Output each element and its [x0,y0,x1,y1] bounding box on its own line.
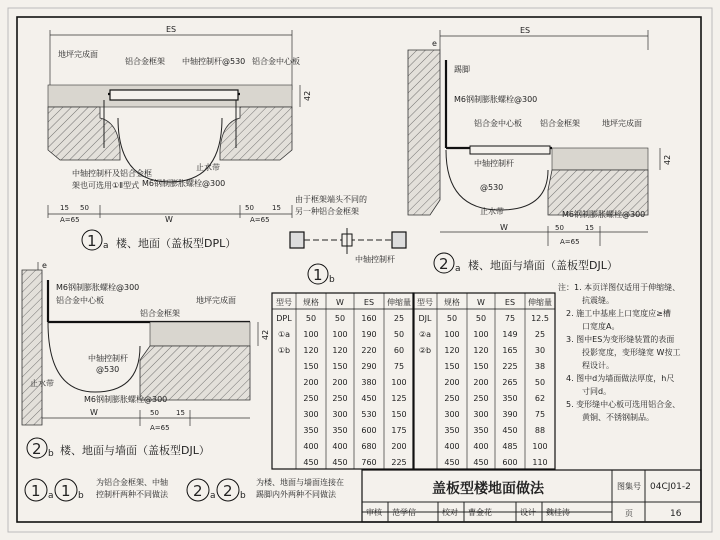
fig2a-waterstop: 止水带 [480,207,504,216]
table-cell: 400 [473,442,489,451]
fig2a-a65: A=65 [560,238,580,246]
table-header-cell: 伸缩量 [528,298,552,307]
table-cell: 150 [473,362,489,371]
table-cell: 400 [303,442,319,451]
table-cell: ①a [277,330,291,339]
table-cell: 150 [332,362,348,371]
fig1a-caption: 楼、地面（盖板型DPL） [116,237,237,250]
note-line: 寸同d。 [582,387,612,396]
table-cell: ②b [418,346,432,355]
table-cell: 450 [502,426,518,435]
fig2a-15: 15 [585,224,594,232]
table-cell: 125 [391,394,407,403]
table-cell: 225 [391,458,407,467]
table-cell: 350 [473,426,489,435]
table-cell: 150 [303,362,319,371]
table-cell: 120 [444,346,460,355]
reviewer-name: 范学信 [392,508,416,517]
table-cell: 150 [391,410,407,419]
fig2b-alloy-frame: 铝合金框架 [140,309,180,318]
center-plate-label: 铝合金中心板 [252,57,300,66]
designer-name: 魏桂涛 [546,508,570,517]
fig2b-waterstop: 止水带 [30,379,54,388]
table-cell: DPL [276,314,292,323]
table-cell: 75 [534,410,546,419]
table-cell: 149 [502,330,518,339]
table-cell: 62 [534,394,546,403]
table-cell: 350 [502,394,518,403]
atlas-number: 04CJ01-2 [650,482,691,492]
fig2a-rod: 中轴控制杆 [474,159,514,168]
table-cell: 100 [532,442,548,451]
dim-a65-right: A=65 [250,216,270,224]
table-cell: 200 [303,378,319,387]
fig1b-rod-label: 中轴控制杆 [355,255,395,264]
table-cell: 38 [534,362,546,371]
table-header-cell: 规格 [303,298,319,307]
table-cell: 250 [473,394,489,403]
note-line: 5. 变形缝中心板可选用铝合金、 [566,400,681,409]
table-header-cell: ES [504,298,516,307]
table-cell: 50 [475,314,487,323]
fig2a-50: 50 [555,224,564,232]
fig2a-alloy-frame: 铝合金框架 [540,119,580,128]
table-cell: 120 [303,346,319,355]
table-cell: 250 [303,394,319,403]
table-cell: 200 [473,378,489,387]
fig2a-bolt-bottom: M6钢制膨胀螺栓@300 [562,210,646,219]
fig2b-w: W [90,408,98,417]
table-cell: 250 [332,394,348,403]
note-line: 黄铜、不锈钢制品。 [582,413,654,422]
checker-name: 曹金花 [468,508,492,517]
table-cell: 450 [303,458,319,467]
note-line: 4. 图中d为墙面做法厚度，h尺 [566,374,675,383]
fig2b-caption: 楼、地面与墙面（盖板型DJL） [60,444,210,457]
table-cell: 400 [332,442,348,451]
fig2b-rod: 中轴控制杆 [88,354,128,363]
fig2a-w: W [500,223,508,232]
rod-note-line1: 中轴控制杆及铝合金框 [72,169,152,178]
dim-50-right: 50 [245,204,254,212]
table-cell: 60 [393,346,405,355]
fig2b-bolt-bottom: M6钢制膨胀螺栓@300 [84,395,168,404]
fig1b-note-line1: 由于框架端头不同的 [295,195,367,204]
fig2b-15: 15 [176,409,185,417]
legend-s4: b [240,491,246,501]
table-cell: ①b [277,346,291,355]
table-cell: 25 [534,330,546,339]
fig2a-es: ES [520,26,531,35]
note-line: 2. 施工中基座上口宽度应≥槽 [566,309,671,318]
fig2a-kickplate: 踢脚 [454,65,470,74]
table-cell: 75 [393,362,405,371]
table-cell: 50 [305,314,317,323]
legend-c1: 1 [31,482,41,500]
table-cell: 120 [332,346,348,355]
fig1b-marker-number: 1 [313,266,323,284]
table-cell: 100 [444,330,460,339]
legend-left-1: 为铝合金框架、中轴 [96,478,168,487]
table-header-cell: 规格 [444,298,460,307]
bolt-label: M6钢制膨胀螺栓@300 [142,179,226,188]
dim-w: W [165,215,173,224]
table-cell: 50 [334,314,346,323]
table-cell: 25 [393,314,405,323]
atlas-label: 图集号 [617,482,641,491]
fig2a-floor-layer [552,148,648,170]
table-cell: 300 [303,410,319,419]
page-label: 页 [625,509,633,518]
fig2b-wall [22,270,42,425]
fig2b-42: 42 [261,329,270,340]
dim-15-left: 15 [60,204,69,212]
table-cell: 50 [393,330,405,339]
table-header-cell: 型号 [276,298,292,307]
fig2b-center-plate: 铝合金中心板 [56,296,104,305]
es-dim-label: ES [166,25,177,34]
table-cell: 50 [534,378,546,387]
legend-left-2: 控制杆两种不同做法 [96,490,168,499]
legend-c4: 2 [223,482,233,500]
dim-a65-left: A=65 [60,216,80,224]
alloy-frame-label: 铝合金框架 [125,57,165,66]
fig2a-bolt-top: M6钢制膨胀螺栓@300 [454,95,538,104]
table-cell: 190 [361,330,377,339]
table-cell: 400 [444,442,460,451]
fig1b-note-line2: 另一种铝合金框架 [295,207,359,216]
table-cell: 760 [361,458,377,467]
fig2a-floor-finish: 地坪完成面 [602,119,642,128]
table-cell: 100 [391,378,407,387]
table-cell: 100 [303,330,319,339]
floor-finish-label: 地坪完成面 [58,50,98,59]
legend-right-2: 踢脚内外两种不同做法 [256,490,336,499]
fig2b-bolt-top: M6钢制膨胀螺栓@300 [56,283,140,292]
center-plate [110,90,238,100]
fig2a-alloy-center: 铝合金中心板 [474,119,522,128]
fig2b-rod-spacing: @530 [96,365,120,374]
table-cell: 200 [391,442,407,451]
legend-s3: a [210,491,216,501]
note-line: 抗震缝。 [582,296,614,305]
table-cell: 225 [502,362,518,371]
control-rod-label: 中轴控制杆@530 [182,57,246,66]
table-cell: 175 [391,426,407,435]
table-cell: 300 [473,410,489,419]
table-cell: 600 [502,458,518,467]
table-cell: 450 [444,458,460,467]
legend-s2: b [78,491,84,501]
fig2b-floor-layer [150,322,250,346]
fig2a-rod-spacing: @530 [480,183,504,192]
table-cell: 485 [502,442,518,451]
design-label: 设计 [520,508,536,517]
fig2a-marker-number: 2 [439,255,449,273]
detail-marker-sub: a [103,241,109,251]
table-cell: 100 [332,330,348,339]
drawing-title: 盖板型楼地面做法 [432,481,544,497]
table-cell: 290 [361,362,377,371]
fig2b-a65: A=65 [150,424,170,432]
table-cell: 390 [502,410,518,419]
waterstop-label: 止水带 [196,163,220,172]
fig2a-marker-sub: a [455,264,461,274]
table-cell: 165 [502,346,518,355]
table-cell: 450 [361,394,377,403]
fig2b-d: e [42,261,47,270]
table-cell: 50 [446,314,458,323]
fig2b-50: 50 [150,409,159,417]
table-cell: ②a [418,330,432,339]
note-line: 口宽度A。 [582,322,620,331]
table-cell: DJL [418,314,432,323]
table-cell: 350 [444,426,460,435]
legend-c2: 1 [61,482,71,500]
table-cell: 300 [444,410,460,419]
table-cell: 200 [332,378,348,387]
table-cell: 265 [502,378,518,387]
note-line: 程设计。 [582,361,614,370]
table-header-cell: ES [363,298,375,307]
table-cell: 12.5 [531,314,549,323]
table-cell: 450 [473,458,489,467]
detail-marker-number: 1 [87,232,97,250]
table-header-cell: W [336,298,344,307]
fig1b-marker-sub: b [329,275,335,285]
wall [408,50,440,215]
legend-c3: 2 [193,482,203,500]
review-label: 审核 [366,508,382,517]
table-cell: 200 [444,378,460,387]
check-label: 校对 [442,508,458,517]
table-cell: 120 [473,346,489,355]
note-line: 3. 图中ES为变形缝装置的表面 [566,335,675,344]
fig2b-marker-number: 2 [32,440,42,458]
legend-right-1: 为楼、地面与墙面连接在 [256,478,344,487]
table-cell: 300 [332,410,348,419]
table-cell: 250 [444,394,460,403]
table-cell: 380 [361,378,377,387]
table-cell: 150 [444,362,460,371]
table-cell: 680 [361,442,377,451]
table-cell: 220 [361,346,377,355]
dim-42: 42 [303,90,312,101]
dim-50-left: 50 [80,204,89,212]
fig2a-42: 42 [663,154,672,165]
table-header-cell: 伸缩量 [387,298,411,307]
note-line: 投影宽度，变形缝宽 W按工 [582,348,681,357]
table-header-cell: W [477,298,485,307]
table-cell: 450 [332,458,348,467]
legend-s1: a [48,491,54,501]
fig2b-slab [140,346,250,400]
dim-15-right: 15 [272,204,281,212]
table-cell: 600 [361,426,377,435]
table-cell: 100 [473,330,489,339]
table-cell: 88 [534,426,546,435]
note-line: 注：1. 本页详图仅适用于伸缩缝、 [558,283,681,292]
table-cell: 75 [504,314,516,323]
table-cell: 350 [332,426,348,435]
table-cell: 160 [361,314,377,323]
fig2a-caption: 楼、地面与墙面（盖板型DJL） [468,259,618,272]
fig2a-slab [548,170,648,215]
fig2b-floor-finish: 地坪完成面 [196,296,236,305]
table-cell: 30 [534,346,546,355]
fig2a-d: e [432,39,437,48]
table-cell: 350 [303,426,319,435]
table-cell: 530 [361,410,377,419]
rod-note-line2: 架也可选用①Ⅱ型式 [72,181,140,190]
fig2b-marker-sub: b [48,449,54,459]
page-number: 16 [670,509,682,519]
table-cell: 110 [532,458,548,467]
table-header-cell: 型号 [417,298,433,307]
